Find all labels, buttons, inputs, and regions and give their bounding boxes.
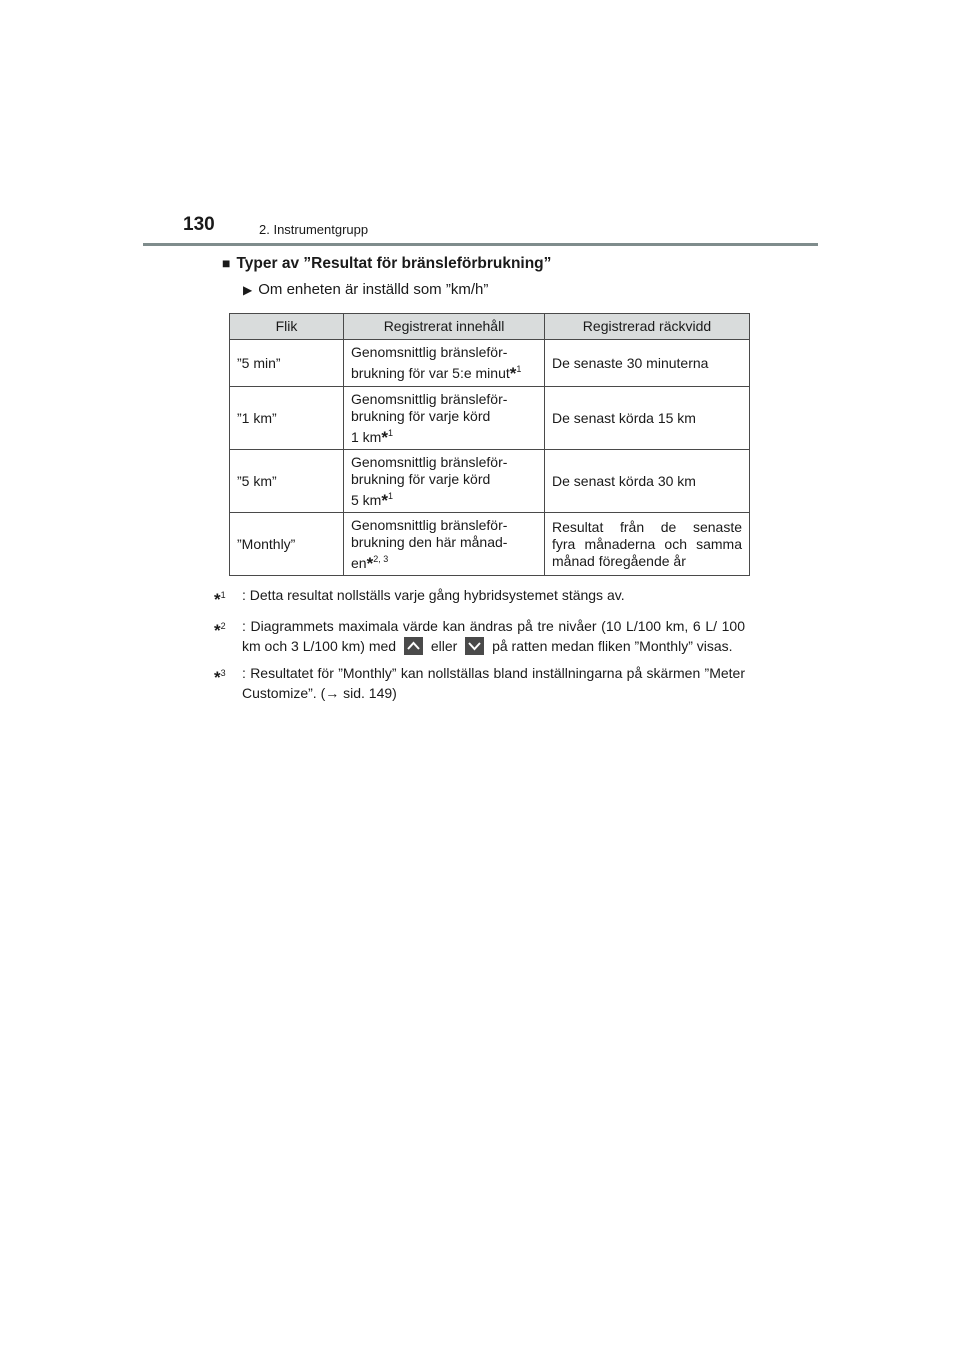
footnote-text: : Detta resultat nollställs varje gång hybridsystemet stängs av. <box>242 587 625 603</box>
column-header-tab: Flik <box>230 314 344 340</box>
sub-heading-text: Om enheten är inställd som ”km/h” <box>258 281 489 298</box>
footnote-text: : Resultatet för ”Monthly” kan nollställas bland inställningarna på skärmen ”Meter Customize”. (→ sid. 149) <box>242 665 745 701</box>
section-heading <box>222 255 551 273</box>
cell-tab: ”5 min” <box>230 340 344 387</box>
footnote-2: *$^2$ : Diagrammets maximala värde kan ändras på tre nivåer (10 L/100 km, 6 L/ 100 km och 3 L/100 km) med eller på ratten medan fliken ”Monthly” visas. <box>214 618 745 654</box>
table-row <box>230 340 750 387</box>
cell-range: De senast körda 30 km <box>545 450 750 513</box>
footnote-3: *$^3$ : Resultatet för ”Monthly” kan nollställas bland inställningarna på skärmen ”Meter Customize”. (→ sid. 149) <box>214 665 745 701</box>
chapter-title: 2. Instrumentgrupp <box>259 222 369 237</box>
cell-tab: ”Monthly” <box>230 513 344 576</box>
chevron-down-icon <box>465 637 484 655</box>
header-divider <box>143 243 818 246</box>
page-number: 130 <box>183 214 215 235</box>
footnote-text: : Diagrammets maximala värde kan ändras på tre nivåer (10 L/100 km, 6 L/ 100 km och 3 L/100 km) med eller på ratten medan fliken ”Monthly” visas. <box>242 618 745 654</box>
square-bullet-icon: ■ <box>222 255 231 271</box>
triangle-bullet-icon: ▶ <box>243 283 253 297</box>
cell-content: Genomsnittlig bränsleför- brukning för varje körd 5 km*$^1$ <box>344 450 545 513</box>
column-header-range: Registrerad räckvidd <box>545 314 750 340</box>
cell-tab: ”5 km” <box>230 450 344 513</box>
cell-tab: ”1 km” <box>230 387 344 450</box>
sub-heading <box>243 281 488 298</box>
table-row <box>230 387 750 450</box>
table-header-row <box>230 314 750 340</box>
footnotes <box>214 585 745 710</box>
cell-content: Genomsnittlig bränsleför- brukning för varje körd 1 km*$^1$ <box>344 387 545 450</box>
footnote-1: *$^1$ : Detta resultat nollställs varje gång hybridsystemet stängs av. <box>214 585 745 609</box>
table-row <box>230 450 750 513</box>
cell-content: Genomsnittlig bränsleför- brukning för var 5:e minut*$^1$ <box>344 340 545 387</box>
fuel-results-table <box>229 313 750 576</box>
cell-range: Resultat från de senaste fyra månaderna och samma månad föregående år <box>545 513 750 576</box>
cell-range: De senast körda 15 km <box>545 387 750 450</box>
cell-content: Genomsnittlig bränsleför- brukning den här månad- en*$^{2, 3}$ <box>344 513 545 576</box>
chevron-up-icon <box>404 637 423 655</box>
table-row <box>230 513 750 576</box>
column-header-content: Registrerat innehåll <box>344 314 545 340</box>
section-heading-text: Typer av ”Resultat för bränsleförbrukning” <box>236 255 552 272</box>
cell-range: De senaste 30 minuterna <box>545 340 750 387</box>
